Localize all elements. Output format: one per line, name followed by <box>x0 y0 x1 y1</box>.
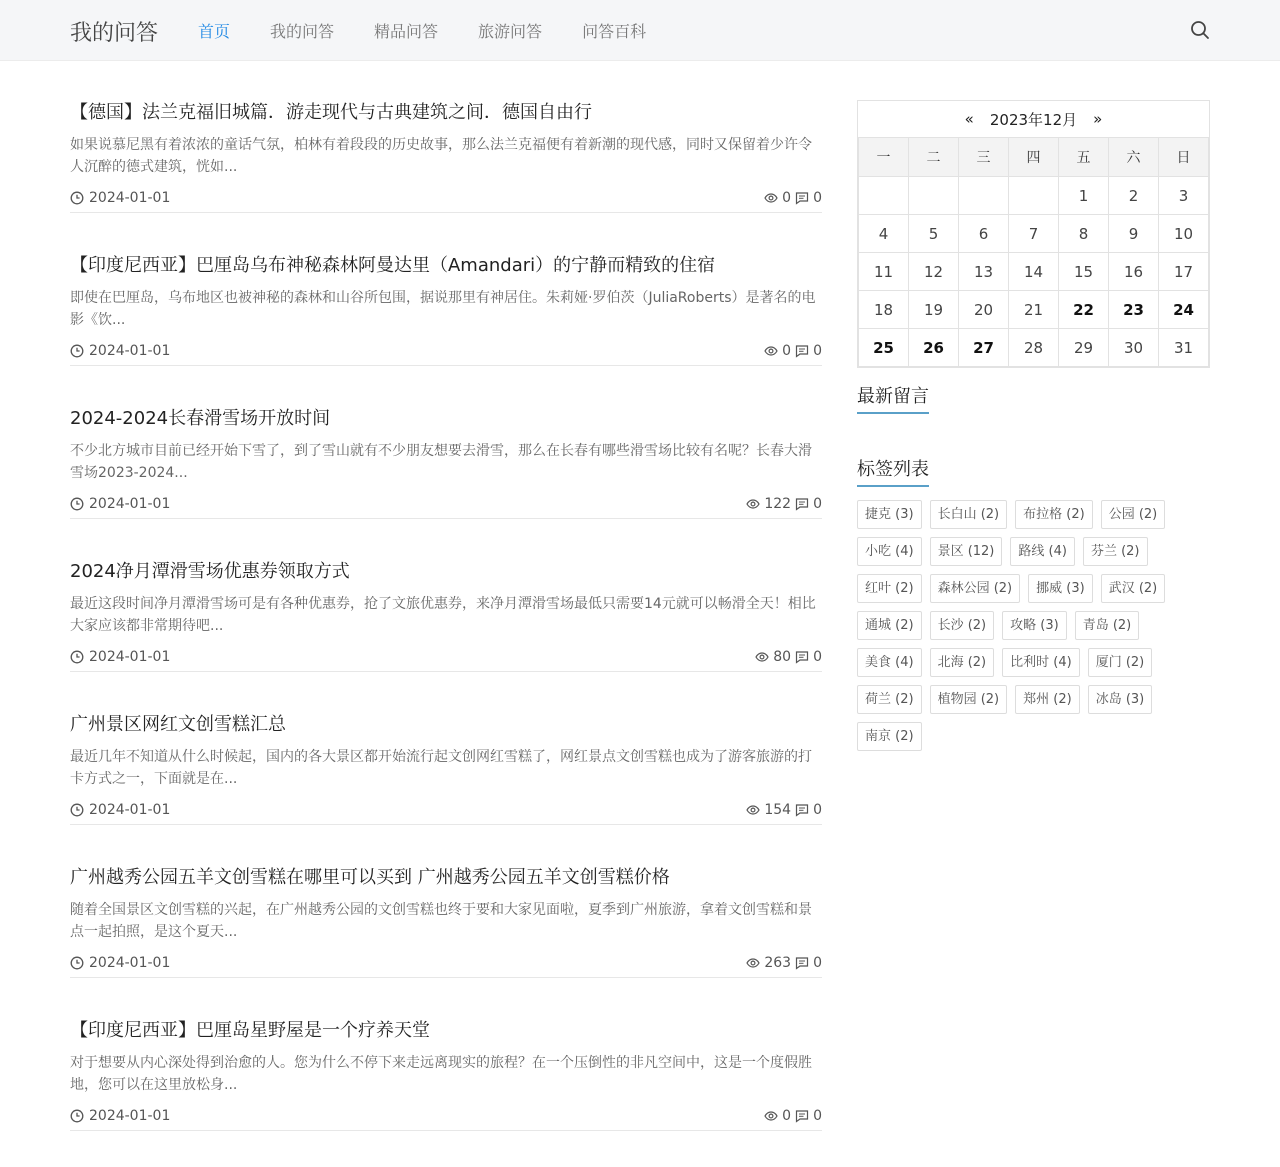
calendar-day[interactable]: 15 <box>1059 253 1109 291</box>
comment-count: 0 <box>813 343 822 359</box>
calendar-weekday: 二 <box>909 138 959 177</box>
tag-item[interactable]: 北海 (2) <box>930 648 995 677</box>
article-stats <box>746 955 822 971</box>
article-item <box>70 672 822 825</box>
tag-item[interactable]: 美食 (4) <box>857 648 922 677</box>
comment-count: 0 <box>813 190 822 206</box>
calendar-weekday: 四 <box>1009 138 1059 177</box>
view-count: 154 <box>764 802 792 818</box>
tag-item[interactable]: 挪威 (3) <box>1028 574 1093 603</box>
comment-count: 0 <box>813 955 822 971</box>
tag-item[interactable]: 攻略 (3) <box>1002 611 1067 640</box>
calendar-day[interactable]: 5 <box>909 215 959 253</box>
calendar-prev-button[interactable]: « <box>964 110 974 128</box>
article-item <box>70 366 822 519</box>
tag-item[interactable]: 捷克 (3) <box>857 500 922 529</box>
tag-item[interactable]: 布拉格 (2) <box>1015 500 1093 529</box>
calendar-day[interactable]: 30 <box>1109 329 1159 367</box>
view-count: 122 <box>764 496 792 512</box>
calendar-day[interactable]: 1 <box>1059 177 1109 215</box>
tag-item[interactable]: 武汉 (2) <box>1101 574 1166 603</box>
article-title[interactable]: 2024净月潭滑雪场优惠券领取方式 <box>70 561 350 582</box>
calendar-day[interactable]: 19 <box>909 291 959 329</box>
tag-item[interactable]: 景区 (12) <box>930 537 1003 566</box>
calendar-day[interactable]: 21 <box>1009 291 1059 329</box>
clock-icon <box>70 1109 84 1123</box>
view-count: 80 <box>773 649 792 665</box>
article-title[interactable]: 【印度尼西亚】巴厘岛乌布神秘森林阿曼达里（Amandari）的宁静而精致的住宿 <box>70 255 716 276</box>
tag-item[interactable]: 植物园 (2) <box>930 685 1008 714</box>
nav-item-qa-encyclopedia[interactable]: 问答百科 <box>582 21 647 41</box>
clock-icon <box>70 803 84 817</box>
calendar-header <box>858 101 1209 137</box>
comment-icon <box>795 344 809 358</box>
calendar-day[interactable]: 18 <box>859 291 909 329</box>
article-summary: 最近几年不知道从什么时候起，国内的各大景区都开始流行起文创网红雪糕了，网红景点文创雪糕也成为了游客旅游的打卡方式之一，下面就是在... <box>70 749 812 787</box>
nav-item-my-qa[interactable]: 我的问答 <box>270 21 335 41</box>
clock-icon <box>70 344 84 358</box>
calendar-day[interactable]: 27 <box>959 329 1009 367</box>
article-title[interactable]: 2024-2024长春滑雪场开放时间 <box>70 408 331 429</box>
calendar-day[interactable]: 23 <box>1109 291 1159 329</box>
tag-item[interactable]: 森林公园 (2) <box>930 574 1021 603</box>
eye-icon <box>755 650 769 664</box>
article-stats <box>764 190 822 206</box>
comment-count: 0 <box>813 802 822 818</box>
view-count: 0 <box>782 343 792 359</box>
calendar-widget <box>857 100 1210 368</box>
search-icon[interactable] <box>1190 20 1210 40</box>
tag-item[interactable]: 芬兰 (2) <box>1083 537 1148 566</box>
article-date-text: 2024-01-01 <box>89 496 171 512</box>
article-date <box>70 190 170 206</box>
tag-item[interactable]: 路线 (4) <box>1010 537 1075 566</box>
tag-item[interactable]: 通城 (2) <box>857 611 922 640</box>
calendar-day[interactable]: 11 <box>859 253 909 291</box>
article-title[interactable]: 【德国】法兰克福旧城篇．游走现代与古典建筑之间．德国自由行 <box>70 102 592 123</box>
article-stats <box>755 649 822 665</box>
tag-item[interactable]: 红叶 (2) <box>857 574 922 603</box>
eye-icon <box>746 803 760 817</box>
calendar-day[interactable]: 7 <box>1009 215 1059 253</box>
eye-icon <box>746 497 760 511</box>
article-item <box>70 60 822 213</box>
article-date <box>70 955 170 971</box>
comment-count: 0 <box>813 649 822 665</box>
calendar-day[interactable]: 17 <box>1159 253 1209 291</box>
comment-icon <box>795 956 809 970</box>
article-item <box>70 978 822 1131</box>
calendar-next-button[interactable]: » <box>1093 110 1103 128</box>
calendar-day[interactable]: 31 <box>1159 329 1209 367</box>
calendar-day[interactable]: 29 <box>1059 329 1109 367</box>
article-date <box>70 343 170 359</box>
calendar-day[interactable]: 28 <box>1009 329 1059 367</box>
tag-item[interactable]: 长白山 (2) <box>930 500 1008 529</box>
calendar-day[interactable]: 10 <box>1159 215 1209 253</box>
calendar-day <box>959 177 1009 215</box>
article-summary: 即使在巴厘岛，乌布地区也被神秘的森林和山谷所包围，据说那里有神居住。朱莉娅·罗伯茨（JuliaRoberts）是著名的电影《饮... <box>70 290 816 328</box>
article-date-text: 2024-01-01 <box>89 343 171 359</box>
article-title[interactable]: 广州越秀公园五羊文创雪糕在哪里可以买到 广州越秀公园五羊文创雪糕价格 <box>70 867 670 888</box>
calendar-day[interactable]: 16 <box>1109 253 1159 291</box>
calendar-day <box>859 177 909 215</box>
nav-item-featured-qa[interactable]: 精品问答 <box>374 21 439 41</box>
calendar-day[interactable]: 4 <box>859 215 909 253</box>
tag-item[interactable]: 冰岛 (3) <box>1088 685 1153 714</box>
latest-comments-title: 最新留言 <box>857 382 929 414</box>
clock-icon <box>70 191 84 205</box>
calendar-weekday: 六 <box>1109 138 1159 177</box>
article-date-text: 2024-01-01 <box>89 955 171 971</box>
article-date-text: 2024-01-01 <box>89 802 171 818</box>
calendar-weekday: 一 <box>859 138 909 177</box>
calendar-day[interactable]: 3 <box>1159 177 1209 215</box>
article-summary: 随着全国景区文创雪糕的兴起，在广州越秀公园的文创雪糕也终于要和大家见面啦，夏季到广州旅游，拿着文创雪糕和景点一起拍照，是这个夏天... <box>70 902 812 940</box>
eye-icon <box>764 344 778 358</box>
calendar-month-label: 2023年12月 <box>989 110 1078 129</box>
tag-item[interactable]: 长沙 (2) <box>930 611 995 640</box>
calendar-day[interactable]: 26 <box>909 329 959 367</box>
eye-icon <box>764 1109 778 1123</box>
nav-item-home[interactable]: 首页 <box>198 21 231 41</box>
tag-list-title: 标签列表 <box>857 455 929 487</box>
article-summary: 最近这段时间净月潭滑雪场可是有各种优惠券，抢了文旅优惠券，来净月潭滑雪场最低只需要14元就可以畅滑全天！相比大家应该都非常期待吧... <box>70 596 816 634</box>
calendar-day[interactable]: 13 <box>959 253 1009 291</box>
article-date <box>70 496 170 512</box>
calendar-day[interactable]: 9 <box>1109 215 1159 253</box>
calendar-day <box>1009 177 1059 215</box>
article-stats <box>746 802 822 818</box>
top-header <box>0 0 1280 61</box>
comment-count: 0 <box>813 1108 822 1124</box>
article-list <box>70 60 822 1131</box>
article-stats <box>746 496 822 512</box>
tag-list <box>857 500 1197 751</box>
calendar-day[interactable]: 12 <box>909 253 959 291</box>
calendar-day[interactable]: 22 <box>1059 291 1109 329</box>
article-date <box>70 649 170 665</box>
nav-item-travel-qa[interactable]: 旅游问答 <box>478 21 543 41</box>
calendar-day[interactable]: 14 <box>1009 253 1059 291</box>
tag-item[interactable]: 小吃 (4) <box>857 537 922 566</box>
article-date <box>70 1108 170 1124</box>
tag-item[interactable]: 青岛 (2) <box>1075 611 1140 640</box>
comment-icon <box>795 650 809 664</box>
clock-icon <box>70 650 84 664</box>
calendar-day[interactable]: 8 <box>1059 215 1109 253</box>
site-brand[interactable]: 我的问答 <box>70 21 159 46</box>
sidebar <box>857 100 1210 744</box>
article-stats <box>764 1108 822 1124</box>
article-item <box>70 825 822 978</box>
view-count: 0 <box>782 1108 792 1124</box>
calendar-day <box>909 177 959 215</box>
tag-item[interactable]: 荷兰 (2) <box>857 685 922 714</box>
view-count: 0 <box>782 190 792 206</box>
calendar-day[interactable]: 20 <box>959 291 1009 329</box>
calendar-weekday: 五 <box>1059 138 1109 177</box>
article-date-text: 2024-01-01 <box>89 1108 171 1124</box>
tag-item[interactable]: 公园 (2) <box>1101 500 1166 529</box>
calendar-weekday: 日 <box>1159 138 1209 177</box>
article-date-text: 2024-01-01 <box>89 649 171 665</box>
comment-icon <box>795 1109 809 1123</box>
clock-icon <box>70 497 84 511</box>
calendar-day[interactable]: 6 <box>959 215 1009 253</box>
article-stats <box>764 343 822 359</box>
tag-item[interactable]: 厦门 (2) <box>1088 648 1153 677</box>
article-date <box>70 802 170 818</box>
article-date-text: 2024-01-01 <box>89 190 171 206</box>
tag-item[interactable]: 南京 (2) <box>857 722 922 751</box>
tag-item[interactable]: 郑州 (2) <box>1015 685 1080 714</box>
calendar-day[interactable]: 25 <box>859 329 909 367</box>
eye-icon <box>746 956 760 970</box>
article-summary: 不少北方城市目前已经开始下雪了，到了雪山就有不少朋友想要去滑雪，那么在长春有哪些滑雪场比较有名呢？长春大滑雪场2023-2024... <box>70 443 812 481</box>
article-item <box>70 519 822 672</box>
calendar-day[interactable]: 24 <box>1159 291 1209 329</box>
comment-icon <box>795 191 809 205</box>
article-title[interactable]: 【印度尼西亚】巴厘岛星野屋是一个疗养天堂 <box>70 1020 430 1041</box>
article-summary: 如果说慕尼黑有着浓浓的童话气氛，柏林有着段段的历史故事，那么法兰克福便有着新潮的现代感，同时又保留着少许令人沉醉的德式建筑，恍如... <box>70 137 812 175</box>
calendar-weekday: 三 <box>959 138 1009 177</box>
calendar-grid <box>858 137 1209 367</box>
article-item <box>70 213 822 366</box>
comment-count: 0 <box>813 496 822 512</box>
comment-icon <box>795 803 809 817</box>
article-summary: 对于想要从内心深处得到治愈的人。您为什么不停下来走远离现实的旅程？在一个压倒性的非凡空间中，这是一个度假胜地，您可以在这里放松身... <box>70 1055 812 1093</box>
article-title[interactable]: 广州景区网红文创雪糕汇总 <box>70 714 286 735</box>
clock-icon <box>70 956 84 970</box>
view-count: 263 <box>764 955 792 971</box>
main-nav <box>198 0 646 60</box>
tag-item[interactable]: 比利时 (4) <box>1002 648 1080 677</box>
calendar-day[interactable]: 2 <box>1109 177 1159 215</box>
eye-icon <box>764 191 778 205</box>
comment-icon <box>795 497 809 511</box>
